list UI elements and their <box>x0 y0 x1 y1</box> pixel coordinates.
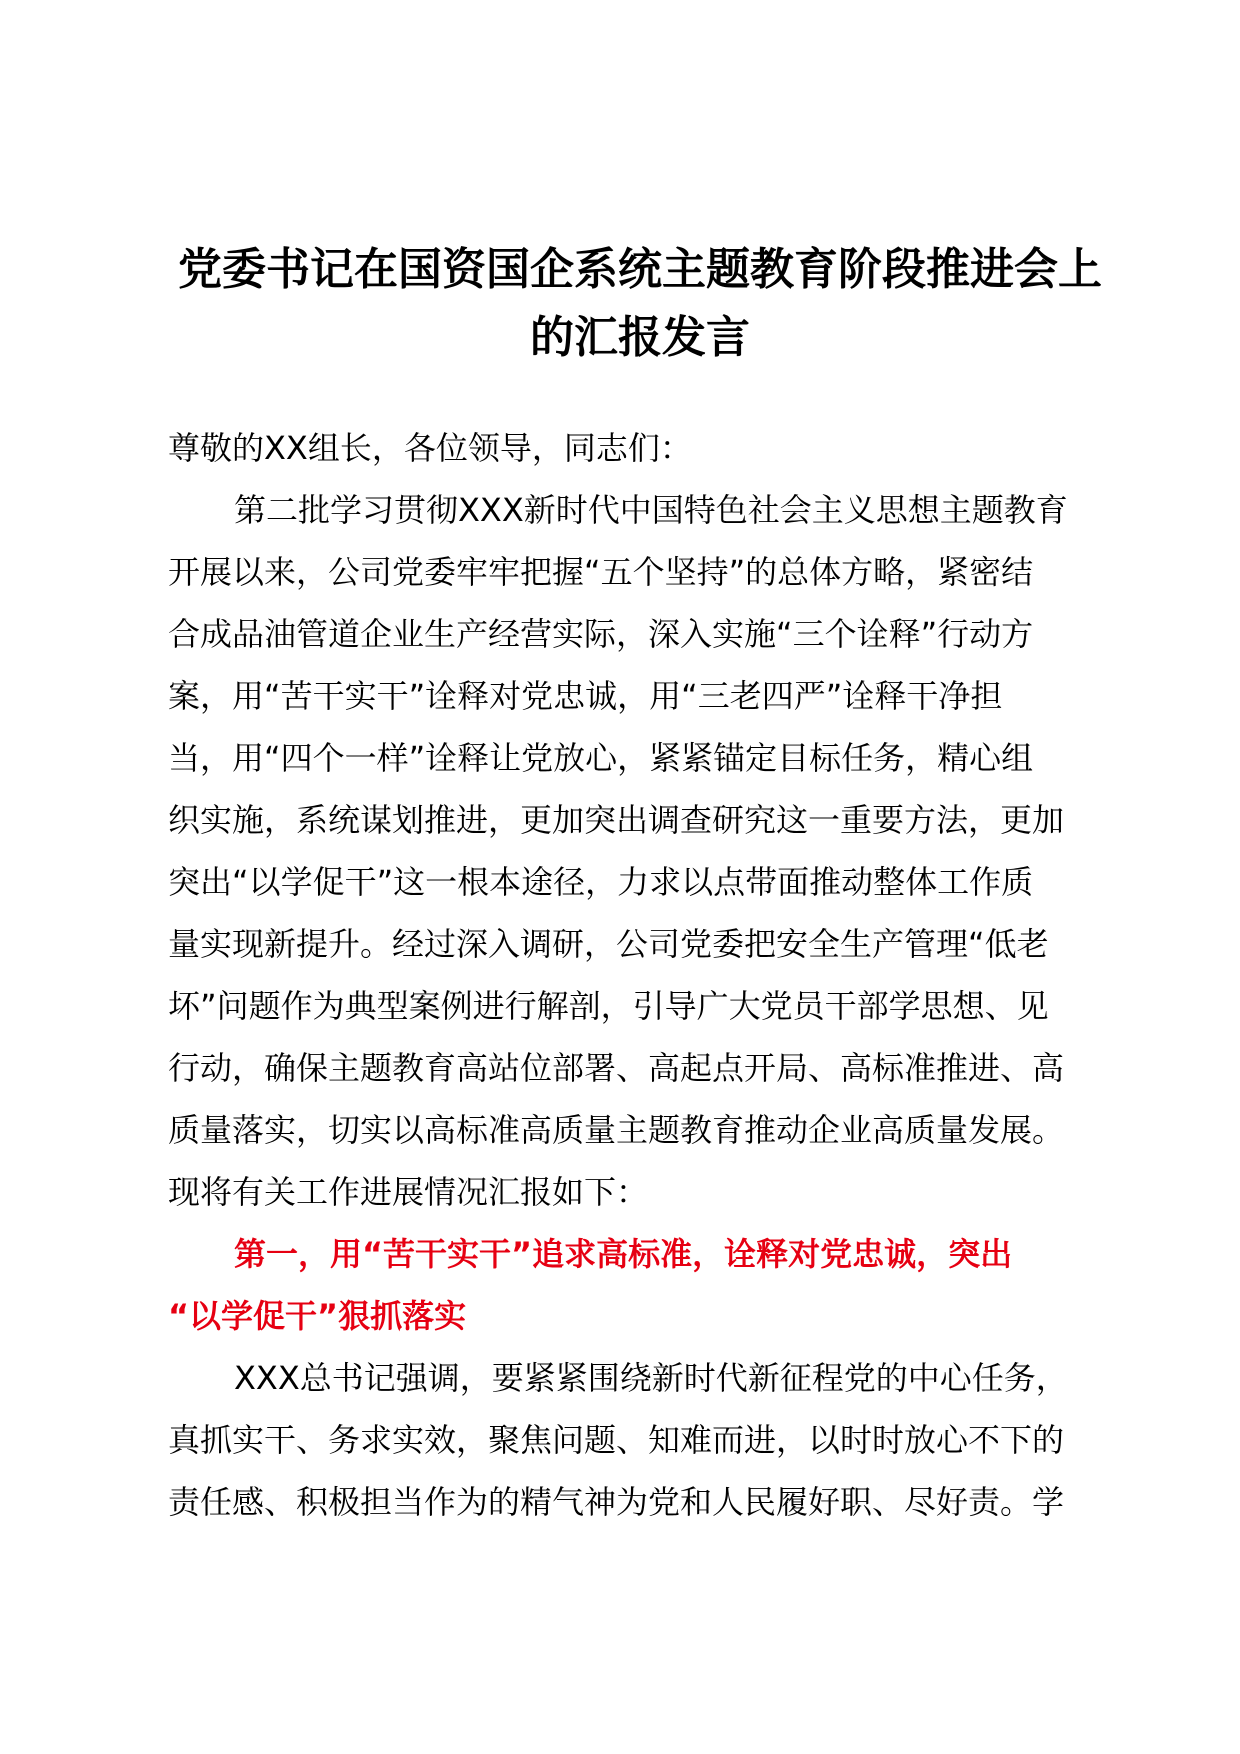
paragraph-line: 开展以来，公司党委牢牢把握“五个坚持”的总体方略，紧密结 <box>168 553 1034 591</box>
paragraph-line: 合成品油管道企业生产经营实际，深入实施“三个诠释”行动方 <box>168 615 1034 653</box>
paragraph-line: 坏”问题作为典型案例进行解剖，引导广大党员干部学思想、见 <box>168 987 1049 1025</box>
paragraph-section-1 <box>168 1347 1108 1533</box>
section-heading-line: 第一，用“苦干实干”追求高标准，诠释对党忠诚，突出 <box>234 1235 1013 1273</box>
document-body <box>168 417 1108 1533</box>
paragraph-line: 第二批学习贯彻XXX新时代中国特色社会主义思想主题教育 <box>234 491 1068 529</box>
paragraph-line: 案，用“苦干实干”诠释对党忠诚，用“三老四严”诠释干净担 <box>168 677 1003 715</box>
salutation: 尊敬的XX组长，各位领导，同志们： <box>168 429 692 467</box>
section-heading-1 <box>168 1223 1108 1347</box>
paragraph-line: 真抓实干、务求实效，聚焦问题、知难而进，以时时放心不下的 <box>168 1421 1065 1459</box>
paragraph-line: 量实现新提升。经过深入调研，公司党委把安全生产管理“低老 <box>168 925 1049 963</box>
title-line-2: 的汇报发言 <box>530 312 750 363</box>
paragraph-line: 突出“以学促干”这一根本途径，力求以点带面推动整体工作质 <box>168 863 1034 901</box>
paragraph-line: 责任感、积极担当作为的精气神为党和人民履好职、尽好责。学 <box>168 1483 1065 1521</box>
paragraph-line: XXX总书记强调，要紧紧围绕新时代新征程党的中心任务， <box>234 1359 1068 1397</box>
section-heading-line: “以学促干”狠抓落实 <box>168 1297 467 1335</box>
title-line-1: 党委书记在国资国企系统主题教育阶段推进会上 <box>178 244 1102 295</box>
paragraph-line: 现将有关工作进展情况汇报如下： <box>168 1173 649 1211</box>
paragraph-line: 当，用“四个一样”诠释让党放心，紧紧锚定目标任务，精心组 <box>168 739 1034 777</box>
paragraph-line: 质量落实，切实以高标准高质量主题教育推动企业高质量发展。 <box>168 1111 1065 1149</box>
paragraph-line: 织实施，系统谋划推进，更加突出调查研究这一重要方法，更加 <box>168 801 1065 839</box>
document-title <box>150 236 1130 372</box>
paragraph-line: 行动，确保主题教育高站位部署、高起点开局、高标准推进、高 <box>168 1049 1065 1087</box>
paragraph-intro <box>168 479 1108 1223</box>
